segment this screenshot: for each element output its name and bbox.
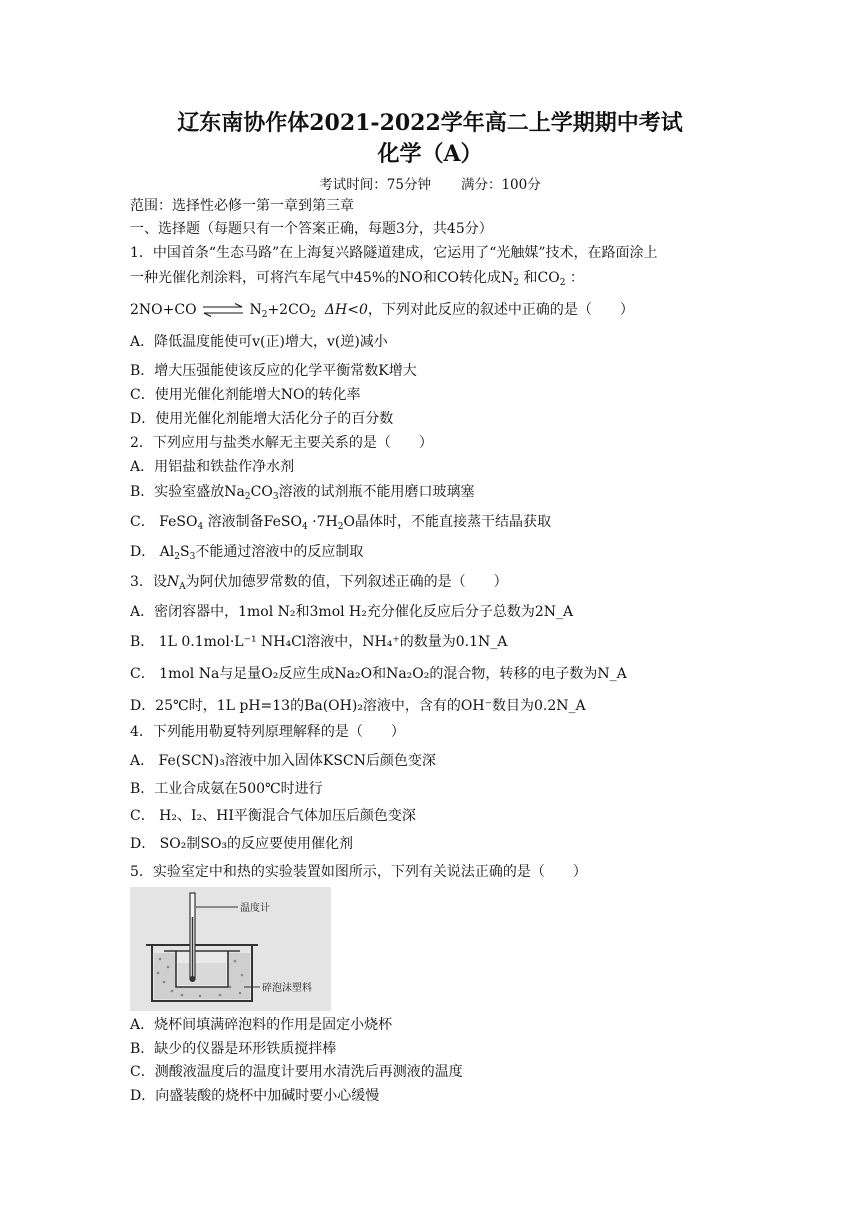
q1-option-c: C．使用光催化剂能增大NO的转化率 [130,387,361,403]
q3-option-c: C． 1mol Na与足量O₂反应生成Na₂O和Na₂O₂的混合物，转移的电子数为N_A [130,666,627,682]
q2-stem: 2．下列应用与盐类水解无主要关系的是（ ） [130,435,433,451]
q1-option-d: D．使用光催化剂能增大活化分子的百分数 [130,411,394,427]
full-score: 满分：100分 [460,177,541,193]
q1-stem-line1: 1．中国首条“生态马路”在上海复兴路隧道建成，它运用了“光触媒”技术，在路面涂上 [130,245,658,261]
q3-option-a: A．密闭容器中，1mol N₂和3mol H₂充分催化反应后分子总数为2N_A [130,604,574,620]
q4-option-c: C． H₂、I₂、HI平衡混合气体加压后颜色变深 [130,808,416,824]
equilibrium-arrow-icon [201,303,245,317]
q5-option-c: C．测酸液温度后的温度计要用水清洗后再测液的温度 [130,1064,463,1080]
q1-option-a: A．降低温度能使可v(正)增大，v(逆)减小 [130,334,388,350]
thermometer-label: 温度计 [240,903,270,914]
exam-subtitle: 化学（A） [377,141,483,167]
calorimeter-diagram-icon [130,887,331,1011]
foam-label: 碎泡沫塑料 [262,983,312,994]
q1-stem-line2: 一种光催化剂涂料，可将汽车尾气中45%的NO和CO转化成$N_2$ 和$CO_2$ ： [130,270,584,288]
scope-text: 范围：选择性必修一第一章到第三章 [130,198,354,214]
exam-time: 考试时间：75分钟 [319,177,431,193]
q2-option-b: B．实验室盛放$Na_2CO_3$溶液的试剂瓶不能用磨口玻璃塞 [130,484,475,502]
q2-option-a: A．用铝盐和铁盐作净水剂 [130,459,295,475]
q5-option-a: A．烧杯间填满碎泡料的作用是固定小烧杯 [130,1017,393,1033]
q3-option-b: B． 1L 0.1mol·L⁻¹ NH₄Cl溶液中，NH₄⁺的数量为0.1N_A [130,634,508,650]
q4-stem: 4．下列能用勒夏特列原理解释的是（ ） [130,724,405,740]
section-heading: 一、选择题（每题只有一个答案正确，每题3分，共45分） [130,221,493,237]
q4-option-a: A． Fe(SCN)₃溶液中加入固体KSCN后颜色变深 [130,753,436,769]
calorimeter-figure [130,887,331,1011]
q5-option-b: B．缺少的仪器是环形铁质搅拌棒 [130,1041,337,1057]
q5-option-d: D．向盛装酸的烧杯中加碱时要小心缓慢 [130,1088,380,1104]
exam-meta [0,173,860,193]
q3-option-d: D．25℃时，1L pH=13的Ba(OH)₂溶液中，含有的OH⁻数目为0.2N_A [130,698,586,714]
q4-option-d: D． SO₂制SO₃的反应要使用催化剂 [130,836,354,852]
exam-title: 辽东南协作体2021-2022学年高二上学期期中考试 [177,110,683,136]
q2-option-c: C． FeSO$_4$ 溶液制备FeSO$_4$ $\cdot 7H_2O$晶体时，不能直接蒸干结晶获取 [130,514,551,532]
q1-equation: 2NO+CO $N_2+2CO_2$ ΔH<0，下列对此反应的叙述中正确的是（ ） [130,302,634,320]
q3-stem: 3．设$N_A$为阿伏加德罗常数的值，下列叙述正确的是（ ） [130,574,508,592]
q4-option-b: B．工业合成氨在500℃时进行 [130,781,323,797]
q5-stem: 5．实验室定中和热的实验装置如图所示，下列有关说法正确的是（ ） [130,864,587,880]
q2-option-d: D． $Al_2S_3$不能通过溶液中的反应制取 [130,544,364,562]
q1-option-b: B．增大压强能使该反应的化学平衡常数K增大 [130,363,417,379]
